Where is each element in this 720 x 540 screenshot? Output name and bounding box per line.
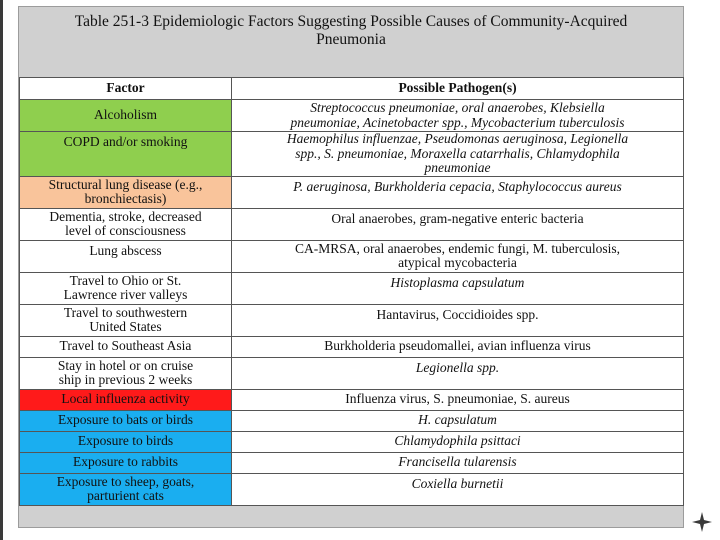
slide-edge-bar: [0, 0, 3, 540]
table-image: [18, 6, 684, 528]
pathogen-cell: [232, 100, 684, 132]
factor-cell: [20, 431, 232, 452]
table-row: [20, 410, 684, 431]
pathogen-text: H. capsulatum: [418, 412, 497, 428]
pathogen-text: spp., S. pneumoniae, Moraxella catarrhalis, Chlamydophila: [295, 145, 620, 161]
pathogen-text: Hantavirus, Coccidioides spp.: [376, 306, 539, 322]
table-row: [20, 176, 684, 208]
column-header-pathogen: Possible Pathogen(s): [232, 78, 684, 100]
factor-text: Exposure to rabbits: [73, 454, 178, 470]
factor-text: Alcoholism: [94, 107, 157, 123]
pathogen-text: P. aeruginosa, Burkholderia cepacia, Staphylococcus aureus: [293, 178, 622, 194]
pathogen-text: Chlamydophila psittaci: [394, 433, 521, 449]
factor-text: COPD and/or smoking: [63, 134, 188, 149]
table-row: [20, 473, 684, 505]
pathogen-cell: [232, 473, 684, 505]
column-header-factor: Factor: [20, 78, 232, 100]
pathogen-cell: [232, 452, 684, 473]
factor-text: Lawrence river valleys: [63, 287, 188, 302]
pathogen-text: pneumoniae, Acinetobacter spp., Mycobacterium tuberculosis: [290, 114, 625, 130]
factor-cell: [20, 357, 232, 389]
table-row: [20, 304, 684, 336]
table-row: [20, 357, 684, 389]
pathogen-text: Histoplasma capsulatum: [390, 274, 525, 290]
factor-text: Stay in hotel or on cruise: [57, 357, 194, 373]
pathogen-cell: [232, 431, 684, 452]
table-header-row: [20, 78, 684, 100]
factor-text: ship in previous 2 weeks: [58, 372, 193, 387]
title-line-1: Table 251-3 Epidemiologic Factors Suggesting Possible Causes of Community-Acquired: [74, 13, 628, 30]
factor-text: Travel to Ohio or St.: [69, 272, 182, 288]
factor-cell: [20, 452, 232, 473]
table-row: [20, 452, 684, 473]
pathogen-text: Burkholderia pseudomallei, avian influenza virus: [324, 338, 591, 354]
table-row: [20, 389, 684, 410]
pathogen-text: atypical mycobacteria: [398, 255, 517, 270]
factor-text: United States: [89, 319, 162, 334]
table-row: [20, 336, 684, 357]
factor-text: parturient cats: [87, 488, 164, 503]
factor-text: Exposure to bats or birds: [58, 412, 193, 428]
table-row: [20, 132, 684, 177]
pathogen-text: Haemophilus influenzae, Pseudomonas aeruginosa, Legionella: [286, 131, 629, 146]
factor-text: Local influenza activity: [61, 391, 190, 407]
factor-text: level of consciousness: [65, 223, 186, 238]
pathogen-cell: [232, 176, 684, 208]
pathogen-cell: [232, 208, 684, 240]
factor-cell: [20, 132, 232, 177]
factor-cell: [20, 100, 232, 132]
factor-text: Exposure to sheep, goats,: [56, 473, 195, 489]
pathogen-cell: [232, 410, 684, 431]
pathogen-cell: [232, 240, 684, 272]
factor-text: Travel to southwestern: [63, 304, 188, 320]
factor-cell: [20, 176, 232, 208]
pathogen-cell: [232, 304, 684, 336]
factor-text: Lung abscess: [89, 242, 162, 258]
factor-text: Dementia, stroke, decreased: [49, 208, 202, 224]
factor-cell: [20, 304, 232, 336]
factor-text: Travel to Southeast Asia: [59, 338, 192, 354]
factor-cell: [20, 389, 232, 410]
factor-text: Structural lung disease (e.g.,: [48, 176, 203, 192]
pathogen-text: Oral anaerobes, gram-negative enteric bacteria: [331, 210, 584, 226]
factor-text: Exposure to birds: [77, 433, 174, 449]
pathogen-cell: [232, 132, 684, 177]
pathogen-text: pneumoniae: [424, 160, 491, 175]
table-title: [19, 7, 683, 77]
factor-cell: [20, 410, 232, 431]
factor-cell: [20, 336, 232, 357]
table-row: [20, 272, 684, 304]
factor-cell: [20, 272, 232, 304]
pathogen-text: Francisella tularensis: [398, 454, 517, 470]
table-row: [20, 431, 684, 452]
factor-text: bronchiectasis): [84, 191, 167, 206]
factor-cell: [20, 473, 232, 505]
pathogen-text: Influenza virus, S. pneumoniae, S. aureus: [345, 391, 570, 407]
table-row: [20, 240, 684, 272]
table-row: [20, 100, 684, 132]
pathogen-cell: [232, 272, 684, 304]
corner-sparkle-icon: [690, 510, 714, 534]
table-row: [20, 208, 684, 240]
pathogen-cell: [232, 357, 684, 389]
pathogen-cell: [232, 336, 684, 357]
title-line-2: Pneumonia: [316, 31, 386, 48]
pathogen-text: Coxiella burnetii: [411, 475, 504, 491]
pathogen-text: Legionella spp.: [415, 359, 500, 375]
epidemiologic-factors-table: [19, 77, 684, 506]
factor-cell: [20, 240, 232, 272]
pathogen-text: CA-MRSA, oral anaerobes, endemic fungi, M. tuberculosis,: [294, 240, 621, 256]
pathogen-text: Streptococcus pneumoniae, oral anaerobes, Klebsiella: [310, 100, 605, 115]
pathogen-cell: [232, 389, 684, 410]
factor-cell: [20, 208, 232, 240]
